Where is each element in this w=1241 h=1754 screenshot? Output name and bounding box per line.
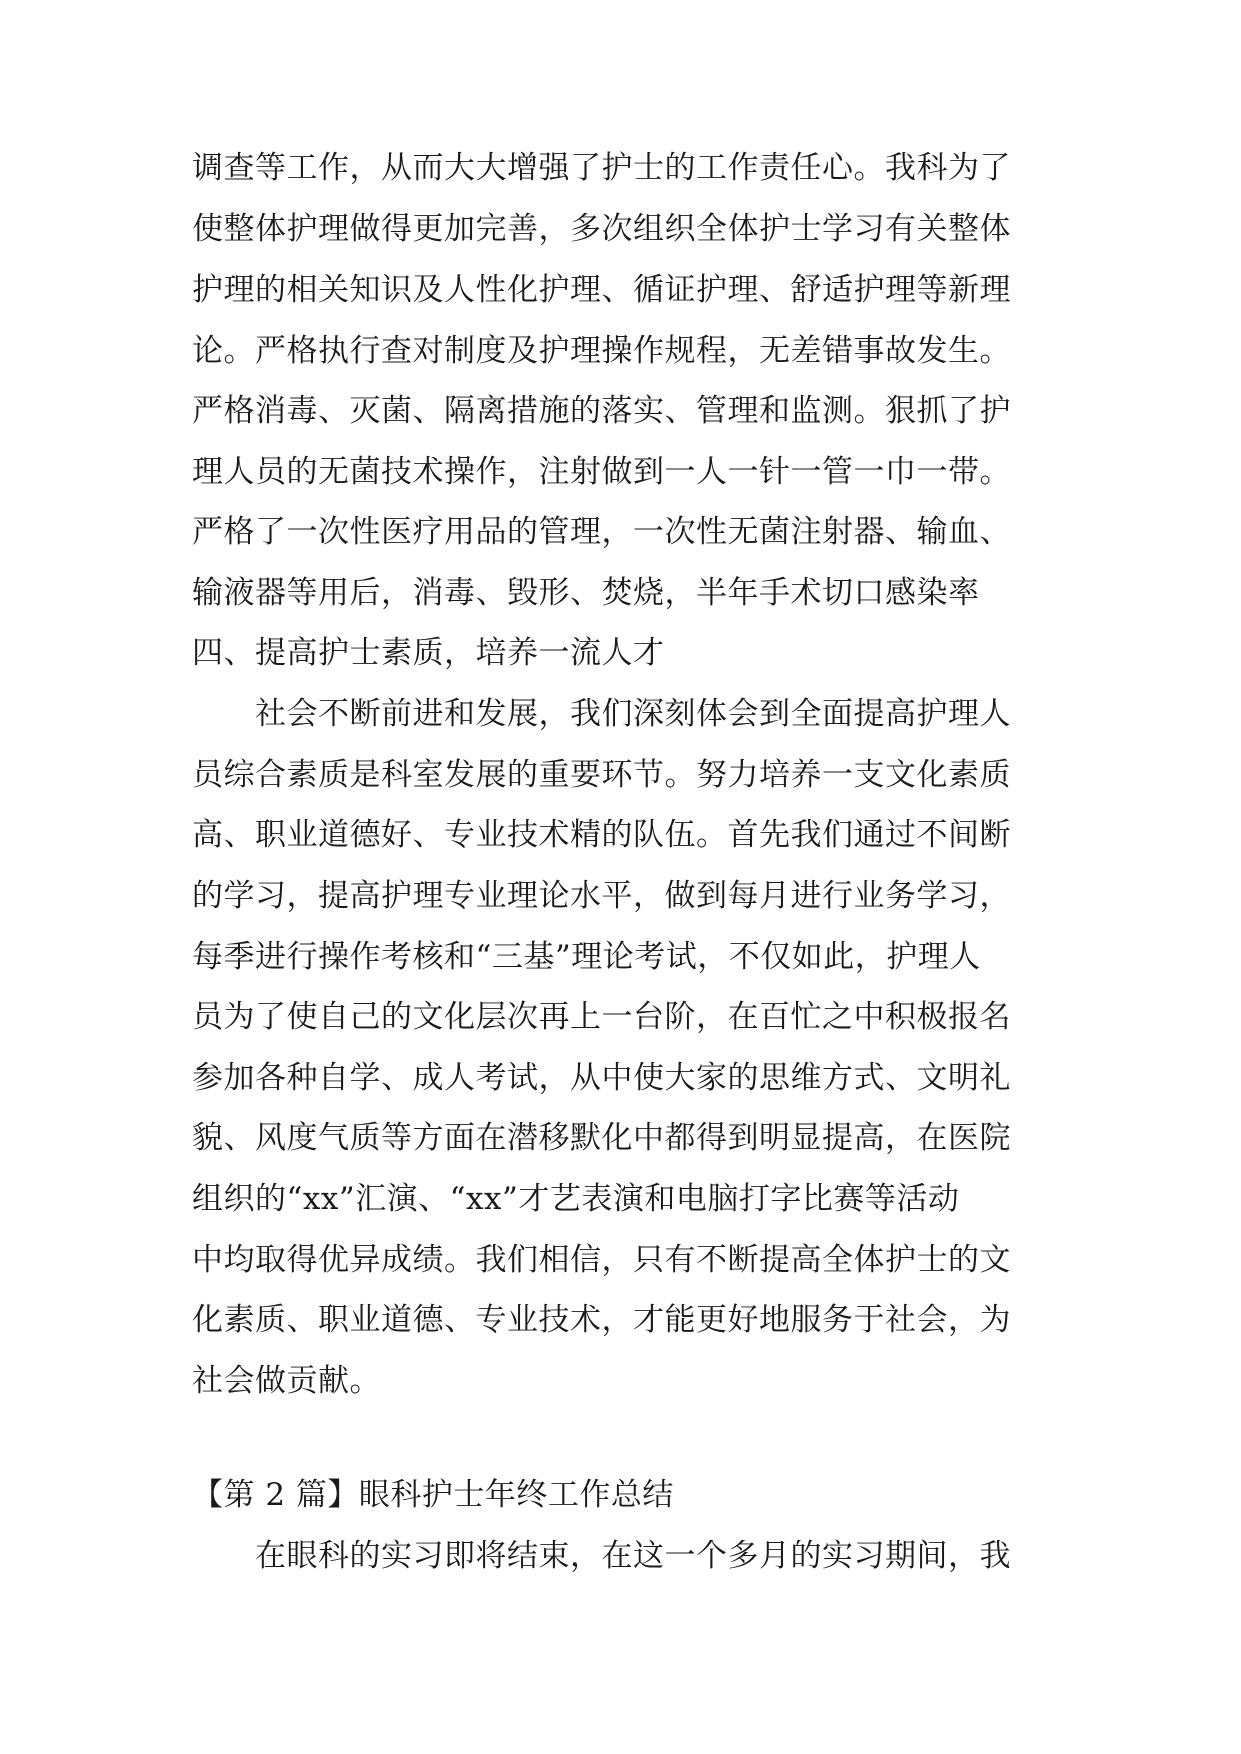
body-text-line: 输液器等用后，消毒、毁形、焚烧，半年手术切口感染率 bbox=[192, 575, 980, 611]
body-text-line: 调查等工作，从而大大增强了护士的工作责任心。我科为了 bbox=[192, 150, 1011, 186]
body-text-line: 使整体护理做得更加完善，多次组织全体护士学习有关整体 bbox=[192, 211, 1011, 247]
body-text-line: 每季进行操作考核和“三基”理论考试，不仅如此，护理人 bbox=[192, 939, 981, 975]
body-text-line: 理人员的无菌技术操作，注射做到一人一针一管一巾一带。 bbox=[192, 454, 1011, 490]
body-text-line: 化素质、职业道德、专业技术，才能更好地服务于社会，为 bbox=[192, 1302, 1011, 1338]
body-text-line: 社会不断前进和发展，我们深刻体会到全面提高护理人 bbox=[192, 696, 1011, 732]
body-text-line: 员综合素质是科室发展的重要环节。努力培养一支文化素质 bbox=[192, 757, 1011, 793]
body-text-line: 在眼科的实习即将结束，在这一个多月的实习期间，我 bbox=[192, 1538, 1011, 1574]
body-text-line: 组织的“xx”汇演、“xx”才艺表演和电脑打字比赛等活动 bbox=[192, 1181, 960, 1217]
section-heading: 四、提高护士素质，培养一流人才 bbox=[192, 635, 665, 671]
body-text-line: 员为了使自己的文化层次再上一台阶，在百忙之中积极报名 bbox=[192, 999, 1011, 1035]
body-text-line: 严格了一次性医疗用品的管理，一次性无菌注射器、输血、 bbox=[192, 514, 1011, 550]
body-text-line: 高、职业道德好、专业技术精的队伍。首先我们通过不间断 bbox=[192, 817, 1011, 853]
body-text-line: 严格消毒、灭菌、隔离措施的落实、管理和监测。狠抓了护 bbox=[192, 393, 1011, 429]
body-text-line: 的学习，提高护理专业理论水平，做到每月进行业务学习， bbox=[192, 878, 1011, 914]
body-text-line: 貌、风度气质等方面在潜移默化中都得到明显提高，在医院 bbox=[192, 1120, 1011, 1156]
body-text-line: 论。严格执行查对制度及护理操作规程，无差错事故发生。 bbox=[192, 333, 1011, 369]
article-title: 【第 2 篇】眼科护士年终工作总结 bbox=[192, 1477, 674, 1513]
body-text-line: 参加各种自学、成人考试，从中使大家的思维方式、文明礼 bbox=[192, 1060, 1011, 1096]
body-text-line: 护理的相关知识及人性化护理、循证护理、舒适护理等新理 bbox=[192, 272, 1011, 308]
body-text-line: 中均取得优异成绩。我们相信，只有不断提高全体护士的文 bbox=[192, 1242, 1011, 1278]
body-text-line: 社会做贡献。 bbox=[192, 1363, 381, 1399]
